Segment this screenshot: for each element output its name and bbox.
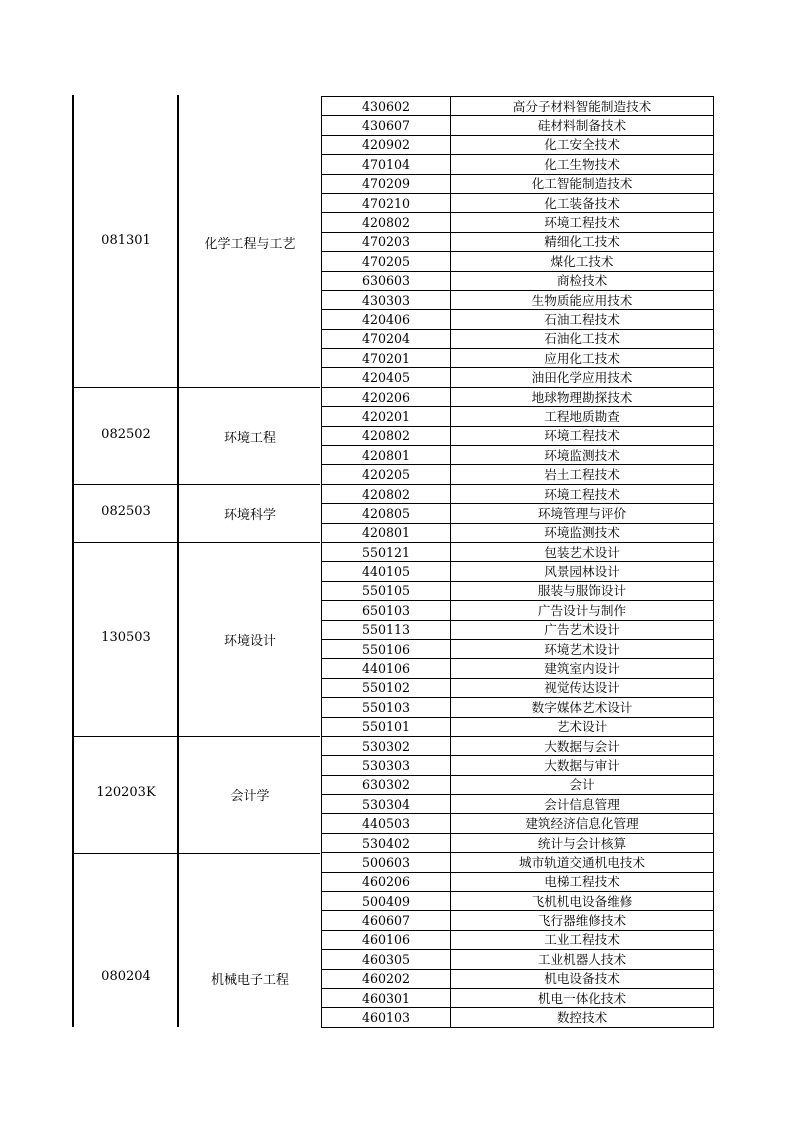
- table-row: [322, 232, 714, 251]
- specialty-name: 地球物理勘探技术: [451, 387, 714, 406]
- major-group: [72, 96, 320, 387]
- table-row: [322, 581, 714, 600]
- table-row: [322, 252, 714, 271]
- specialty-name: 硅材料制备技术: [451, 116, 714, 135]
- specialty-name: 环境监测技术: [451, 446, 714, 465]
- specialty-name: 大数据与审计: [451, 756, 714, 775]
- specialty-name: 环境工程技术: [451, 426, 714, 445]
- table-row: [322, 504, 714, 523]
- specialty-code: 470203: [322, 232, 451, 251]
- table-row: [322, 659, 714, 678]
- specialty-code: 650103: [322, 601, 451, 620]
- specialty-code: 460305: [322, 950, 451, 969]
- specialty-name: 高分子材料智能制造技术: [451, 97, 714, 116]
- specialty-code: 470209: [322, 174, 451, 193]
- table-row: [322, 930, 714, 949]
- specialty-name: 包装艺术设计: [451, 542, 714, 561]
- specialty-name: 化工智能制造技术: [451, 174, 714, 193]
- specialty-name: 机电一体化技术: [451, 988, 714, 1007]
- specialty-code: 420801: [322, 523, 451, 542]
- specialty-name: 环境工程技术: [451, 484, 714, 503]
- specialty-name: 工业工程技术: [451, 930, 714, 949]
- major-group: [72, 853, 320, 1028]
- group-separator: [72, 387, 320, 388]
- specialty-name: 环境监测技术: [451, 523, 714, 542]
- specialty-code: 420205: [322, 465, 451, 484]
- specialty-code: 630603: [322, 271, 451, 290]
- table-row: [322, 639, 714, 658]
- specialty-code: 550102: [322, 678, 451, 697]
- table-row: [322, 271, 714, 290]
- table-row: [322, 368, 714, 387]
- table-row: [322, 601, 714, 620]
- specialty-code: 430602: [322, 97, 451, 116]
- specialty-code: 420802: [322, 484, 451, 503]
- specialty-code: 630302: [322, 775, 451, 794]
- specialty-name: 大数据与会计: [451, 736, 714, 755]
- specialty-name: 飞机机电设备维修: [451, 892, 714, 911]
- table-row: [322, 329, 714, 348]
- specialty-table: [321, 96, 714, 1028]
- table-row: [322, 193, 714, 212]
- specialty-code: 470205: [322, 252, 451, 271]
- specialty-name: 会计: [451, 775, 714, 794]
- specialty-name: 电梯工程技术: [451, 872, 714, 891]
- table-row: [322, 562, 714, 581]
- table-row: [322, 310, 714, 329]
- specialty-name: 统计与会计核算: [451, 833, 714, 852]
- specialty-code: 430303: [322, 290, 451, 309]
- table-row: [322, 950, 714, 969]
- specialty-name: 机电设备技术: [451, 969, 714, 988]
- specialty-name: 化工生物技术: [451, 155, 714, 174]
- specialty-code: 460206: [322, 872, 451, 891]
- table-row: [322, 290, 714, 309]
- table-row: [322, 736, 714, 755]
- specialty-name: 数控技术: [451, 1008, 714, 1027]
- major-code: 080204: [101, 968, 151, 984]
- specialty-name: 广告艺术设计: [451, 620, 714, 639]
- specialty-name: 工程地质勘查: [451, 407, 714, 426]
- specialty-name: 艺术设计: [451, 717, 714, 736]
- specialty-code: 420805: [322, 504, 451, 523]
- group-separator: [72, 853, 320, 854]
- table-row: [322, 988, 714, 1007]
- specialty-code: 440106: [322, 659, 451, 678]
- specialty-name: 会计信息管理: [451, 795, 714, 814]
- major-name: 环境设计: [223, 634, 276, 650]
- table-row: [322, 523, 714, 542]
- specialty-code: 550113: [322, 620, 451, 639]
- specialty-name: 精细化工技术: [451, 232, 714, 251]
- specialty-name: 城市轨道交通机电技术: [451, 853, 714, 872]
- specialty-name: 广告设计与制作: [451, 601, 714, 620]
- specialty-name: 建筑经济信息化管理: [451, 814, 714, 833]
- major-name: 机械电子工程: [210, 972, 289, 988]
- table-row: [322, 426, 714, 445]
- specialty-code: 460106: [322, 930, 451, 949]
- major-group: [72, 484, 320, 542]
- table-row: [322, 833, 714, 852]
- specialty-name: 风景园林设计: [451, 562, 714, 581]
- table-row: [322, 911, 714, 930]
- specialty-code: 500603: [322, 853, 451, 872]
- table-row: [322, 97, 714, 116]
- major-name: 环境工程: [223, 430, 276, 446]
- table-row: [322, 872, 714, 891]
- major-code: 120203K: [96, 785, 156, 801]
- table-row: [322, 620, 714, 639]
- specialty-code: 430607: [322, 116, 451, 135]
- table-row: [322, 892, 714, 911]
- specialty-code: 420201: [322, 407, 451, 426]
- specialty-code: 470210: [322, 193, 451, 212]
- specialty-code: 440105: [322, 562, 451, 581]
- table-row: [322, 969, 714, 988]
- specialty-code: 530302: [322, 736, 451, 755]
- table-row: [322, 795, 714, 814]
- table-row: [322, 349, 714, 368]
- specialty-code: 420802: [322, 426, 451, 445]
- major-code: 081301: [101, 232, 151, 248]
- major-code: 082502: [101, 426, 151, 442]
- specialty-code: 420406: [322, 310, 451, 329]
- specialty-name: 岩土工程技术: [451, 465, 714, 484]
- major-name: 会计学: [230, 789, 270, 805]
- specialty-name: 服装与服饰设计: [451, 581, 714, 600]
- specialty-code: 460301: [322, 988, 451, 1007]
- table-row: [322, 213, 714, 232]
- specialty-code: 530402: [322, 833, 451, 852]
- table-row: [322, 814, 714, 833]
- group-separator: [72, 542, 320, 543]
- specialty-code: 550121: [322, 542, 451, 561]
- table-row: [322, 775, 714, 794]
- table-row: [322, 387, 714, 406]
- table-row: [322, 407, 714, 426]
- specialty-code: 550106: [322, 639, 451, 658]
- table-row: [322, 853, 714, 872]
- major-group: [72, 542, 320, 736]
- specialty-name: 视觉传达设计: [451, 678, 714, 697]
- specialty-code: 550105: [322, 581, 451, 600]
- specialty-code: 550101: [322, 717, 451, 736]
- specialty-name: 化工装备技术: [451, 193, 714, 212]
- specialty-name: 数字媒体艺术设计: [451, 698, 714, 717]
- major-group: [72, 387, 320, 484]
- specialty-name: 商检技术: [451, 271, 714, 290]
- specialty-name: 飞行器维修技术: [451, 911, 714, 930]
- specialty-name: 油田化学应用技术: [451, 368, 714, 387]
- table-row: [322, 155, 714, 174]
- table-row: [322, 174, 714, 193]
- table-row: [322, 756, 714, 775]
- specialty-name: 化工安全技术: [451, 135, 714, 154]
- specialty-code: 470204: [322, 329, 451, 348]
- table-row: [322, 542, 714, 561]
- specialty-name: 工业机器人技术: [451, 950, 714, 969]
- specialty-code: 500409: [322, 892, 451, 911]
- specialty-code: 420405: [322, 368, 451, 387]
- specialty-code: 460103: [322, 1008, 451, 1027]
- major-code: 082503: [101, 504, 151, 520]
- specialty-name: 建筑室内设计: [451, 659, 714, 678]
- specialty-code: 440503: [322, 814, 451, 833]
- table-row: [322, 135, 714, 154]
- specialty-name: 生物质能应用技术: [451, 290, 714, 309]
- table-row: [322, 678, 714, 697]
- major-code: 130503: [101, 630, 151, 646]
- specialty-code: 420801: [322, 446, 451, 465]
- major-name: 环境科学: [223, 508, 276, 524]
- table-row: [322, 116, 714, 135]
- table-row: [322, 698, 714, 717]
- specialty-code: 530303: [322, 756, 451, 775]
- specialty-name: 石油化工技术: [451, 329, 714, 348]
- specialty-code: 460607: [322, 911, 451, 930]
- specialty-name: 环境管理与评价: [451, 504, 714, 523]
- table-row: [322, 446, 714, 465]
- specialty-code: 530304: [322, 795, 451, 814]
- table-row: [322, 1008, 714, 1027]
- specialty-code: 470104: [322, 155, 451, 174]
- major-group: [72, 736, 320, 852]
- table-row: [322, 484, 714, 503]
- group-separator: [72, 736, 320, 737]
- group-separator: [72, 484, 320, 485]
- specialty-name: 煤化工技术: [451, 252, 714, 271]
- specialty-name: 石油工程技术: [451, 310, 714, 329]
- specialty-code: 460202: [322, 969, 451, 988]
- table-row: [322, 465, 714, 484]
- specialty-name: 环境艺术设计: [451, 639, 714, 658]
- specialty-code: 420902: [322, 135, 451, 154]
- specialty-name: 环境工程技术: [451, 213, 714, 232]
- specialty-name: 应用化工技术: [451, 349, 714, 368]
- major-name: 化学工程与工艺: [204, 236, 296, 252]
- specialty-code: 470201: [322, 349, 451, 368]
- specialty-code: 420802: [322, 213, 451, 232]
- table-row: [322, 717, 714, 736]
- specialty-code: 420206: [322, 387, 451, 406]
- specialty-code: 550103: [322, 698, 451, 717]
